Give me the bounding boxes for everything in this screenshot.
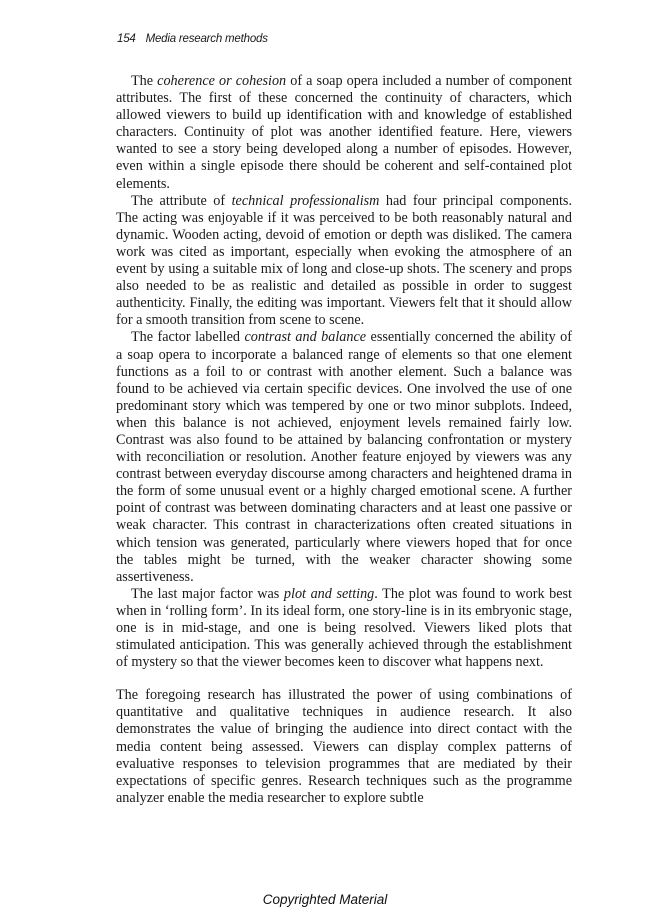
page-number: 154 xyxy=(117,33,136,45)
paragraph-body: . The plot was found to work best when in ‘rolling form’. In its ideal form, one story-line is in its embryonic stage, one is in mid-stage, and one is being resolved. Viewers liked plots that stimulated anticipation. This was generally achieved through the establishment of mystery so that the viewer becomes keen to discover what happens next. xyxy=(116,585,572,671)
paragraph-body: of a soap opera included a number of component attributes. The first of these concerned the continuity of characters, which allowed viewers to build up identification with and knowledge of established characters. Continuity of plot was another identified feature. Here, viewers wanted to see a story being developed along a number of episodes. However, even within a single episode there should be coherent and self-contained plot elements. xyxy=(116,73,572,192)
running-title: Media research methods xyxy=(145,33,268,45)
running-header xyxy=(117,33,268,45)
paragraph-plot-setting xyxy=(116,586,572,671)
paragraph-closing: The foregoing research has illustrated the power of using combinations of quantitative and qualitative techniques in audience research. It also demonstrates the value of bringing the audience into direct contact with the media content being assessed. Viewers can display complex patterns of evaluative responses to television programmes that are mediated by their expectations of specific genres. Research techniques such as the programme analyzer enable the media researcher to explore subtle xyxy=(116,687,572,806)
factor-term: coherence or cohesion xyxy=(157,73,287,89)
factor-term: plot and setting xyxy=(283,585,375,602)
paragraph-lead: The last major factor was xyxy=(131,585,284,602)
paragraph-lead: The factor labelled xyxy=(131,329,245,346)
copyright-notice: Copyrighted Material xyxy=(262,892,388,907)
paragraph-body: had four principal components. The acting was enjoyable if it was perceived to be both reasonably natural and dynamic. Wooden acting, devoid of emotion or depth was disliked. The camera work was cited as important, especially when evoking the atmosphere of an event by using a suitable mix of long and close-up shots. The scenery and props also needed to be as realistic and detailed as possible in order to suggest authenticity. Finally, the editing was important. Viewers felt that it should allow for a smooth transition from scene to scene. xyxy=(116,192,572,329)
body-text xyxy=(116,73,572,807)
paragraph-coherence xyxy=(116,73,572,193)
paragraph-lead: The attribute of xyxy=(131,192,232,209)
factor-term: contrast and balance xyxy=(244,329,367,346)
paragraph-body: essentially concerned the ability of a soap opera to incorporate a balanced range of elements so that one element functions as a foil to or contrast with another element. Such a balance was found to be achieved via certain specific devices. One involved the use of one predominant story which was tempered by one or two minor subplots. Indeed, when this balance is not achieved, enjoyment levels remained fairly low. Contrast was also found to be attained by balancing confrontation or mystery with reconciliation or resolution. Another feature enjoyed by viewers was any contrast between everyday discourse among characters and heightened drama in the form of some unusual event or a highly charged emotional scene. A further point of contrast was between dominating characters and at least one passive or weak character. This contrast in characterizations often created situations in which tension was generated, particularly where viewers hoped that for once the tables might be turned, with the weaker character showing some assertiveness. xyxy=(116,329,572,585)
paragraph-technical-professionalism xyxy=(116,193,572,330)
paragraph-contrast-balance xyxy=(116,329,572,585)
paragraph-lead: The xyxy=(131,73,158,89)
factor-term: technical professionalism xyxy=(231,192,380,209)
